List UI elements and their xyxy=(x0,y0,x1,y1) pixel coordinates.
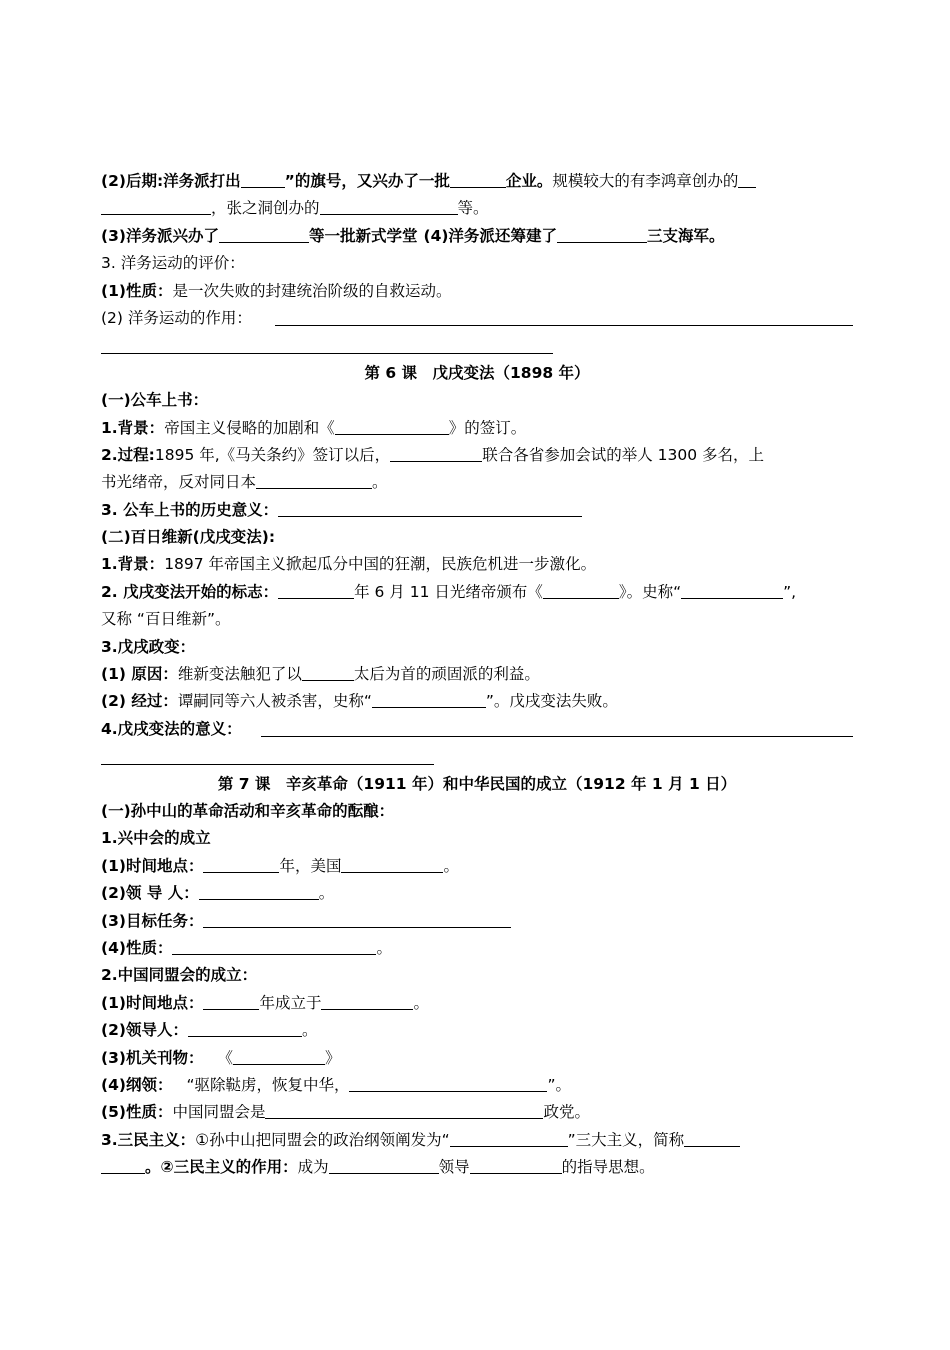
section-bairi-heading: (二)百日维新(戊戌变法): xyxy=(101,528,276,547)
line-bairi-alias: 又称 “百日维新”。 xyxy=(101,610,231,629)
blank-historical-name[interactable] xyxy=(681,580,783,599)
line-xzh-nature: (4)性质： 。 xyxy=(101,935,853,962)
blank-new-schools[interactable] xyxy=(219,224,309,243)
line-yangwu-nature: (1)性质：是一次失败的封建统治阶级的自救运动。 xyxy=(101,281,452,300)
line-tmh-time-place: (1)时间地点： 年成立于 。 xyxy=(101,990,853,1017)
section-tongmenghui-heading: 2.中国同盟会的成立： xyxy=(101,966,258,985)
line-gongche-process: 2.过程:1895 年,《马关条约》签订以后， 联合各省参加会试的举人 1300 多名，上 xyxy=(101,442,853,469)
line-schools-navy: (3)洋务派兴办了 等一批新式学堂 (4)洋务派还筹建了 三支海军。 xyxy=(101,223,853,250)
blank-navy[interactable] xyxy=(557,224,647,243)
line-tmh-publication: (3)机关刊物： 《 》 xyxy=(101,1045,853,1072)
blank-guided[interactable] xyxy=(470,1155,562,1174)
blank-zzd-enterprise[interactable] xyxy=(320,196,458,215)
line-three-principles-role: 。②三民主义的作用：成为 领导 的指导思想。 xyxy=(101,1154,853,1181)
line-wuxu-significance: 4.戊戌变法的意义： xyxy=(101,716,853,743)
line-gongche-background: 1.背景：帝国主义侵略的加剧和《 》的签订。 xyxy=(101,415,853,442)
line-wuxu-significance-cont xyxy=(101,743,853,770)
blank-three-principles[interactable] xyxy=(450,1128,568,1147)
blank-tmh-year[interactable] xyxy=(203,991,259,1010)
blank-lhz-enterprise-a[interactable] xyxy=(738,169,756,188)
line-xzh-leader: (2)领 导 人： 。 xyxy=(101,880,853,907)
blank-tmh-place[interactable] xyxy=(321,991,413,1010)
blank-leaders[interactable] xyxy=(390,443,482,462)
line-bairi-start: 2. 戊戌变法开始的标志： 年 6 月 11 日光绪帝颁布《 》。史称“ ”, xyxy=(101,579,853,606)
blank-yangwu-effect-b[interactable] xyxy=(101,353,553,354)
line-tmh-leader: (2)领导人： 。 xyxy=(101,1017,853,1044)
line-three-principles: 3.三民主义：①孙中山把同盟会的政治纲领阐发为“ ”三大主义，简称 xyxy=(101,1127,853,1154)
blank-xzh-goal[interactable] xyxy=(203,909,511,928)
blank-gongche-significance[interactable] xyxy=(278,498,582,517)
lesson-6-heading: 第 6 课 戊戌变法（1898 年） xyxy=(364,363,590,382)
blank-wuxu-significance-a[interactable] xyxy=(261,736,853,737)
line-zzd-enterprise: ，张之洞创办的 等。 xyxy=(101,195,853,222)
blank-short-name-a[interactable] xyxy=(684,1128,740,1147)
blank-tmh-nature[interactable] xyxy=(265,1100,543,1119)
blank-oppose[interactable] xyxy=(256,470,372,489)
blank-short-name-b[interactable] xyxy=(101,1155,145,1174)
line-zhengbian-cause: (1) 原因：维新变法触犯了以 太后为首的顽固派的利益。 xyxy=(101,661,853,688)
blank-treaty[interactable] xyxy=(335,416,449,435)
blank-tmh-leader[interactable] xyxy=(188,1018,302,1037)
line-gongche-process-cont: 书光绪帝，反对同日本 。 xyxy=(101,469,853,496)
blank-yangwu-effect-a[interactable] xyxy=(275,325,853,326)
worksheet-page xyxy=(101,168,853,1181)
section-gongche-heading: (一)公车上书： xyxy=(101,391,209,410)
blank-enterprise-type[interactable] xyxy=(450,169,506,188)
blank-led-by[interactable] xyxy=(329,1155,439,1174)
line-xzh-time-place: (1)时间地点： 年，美国 。 xyxy=(101,853,853,880)
line-yangwu-effect: (2) 洋务运动的作用： xyxy=(101,305,853,332)
blank-tmh-program[interactable] xyxy=(349,1073,547,1092)
blank-empress[interactable] xyxy=(302,662,354,681)
line-xzh-goal: (3)目标任务： xyxy=(101,908,853,935)
line-gongche-significance: 3. 公车上书的历史意义： xyxy=(101,497,853,524)
section-sun-activities-heading: (一)孙中山的革命活动和辛亥革命的酝酿： xyxy=(101,801,395,820)
blank-slogan[interactable] xyxy=(241,169,285,188)
blank-xzh-leader[interactable] xyxy=(199,881,319,900)
blank-wuxu-significance-b[interactable] xyxy=(101,764,434,765)
blank-xzh-place[interactable] xyxy=(341,854,443,873)
line-bairi-background: 1.背景：1897 年帝国主义掀起瓜分中国的狂潮，民族危机进一步激化。 xyxy=(101,555,597,574)
line-tmh-nature: (5)性质：中国同盟会是 政党。 xyxy=(101,1099,853,1126)
blank-six-gentlemen[interactable] xyxy=(372,689,486,708)
section-xingzhonghui-heading: 1.兴中会的成立 xyxy=(101,829,211,848)
blank-tmh-publication[interactable] xyxy=(233,1046,325,1065)
blank-xzh-nature[interactable] xyxy=(172,936,376,955)
line-yangwu-later: (2)后期:洋务派打出 ”的旗号，又兴办了一批 企业。规模较大的有李鸿章创办的 xyxy=(101,168,853,195)
line-yangwu-effect-cont xyxy=(101,332,853,359)
line-yangwu-evaluation: 3. 洋务运动的评价： xyxy=(101,254,245,273)
line-tmh-program: (4)纲领： “驱除鞑虏，恢复中华， ”。 xyxy=(101,1072,853,1099)
blank-start-year[interactable] xyxy=(278,580,354,599)
blank-lhz-enterprise-b[interactable] xyxy=(101,196,211,215)
line-zhengbian-process: (2) 经过：谭嗣同等六人被杀害，史称“ ”。戊戌变法失败。 xyxy=(101,688,853,715)
lesson-7-heading: 第 7 课 辛亥革命（1911 年）和中华民国的成立（1912 年 1 月 1 日） xyxy=(217,774,737,793)
blank-edict[interactable] xyxy=(543,580,619,599)
blank-xzh-year[interactable] xyxy=(203,854,279,873)
section-zhengbian-heading: 3.戊戌政变： xyxy=(101,637,196,656)
